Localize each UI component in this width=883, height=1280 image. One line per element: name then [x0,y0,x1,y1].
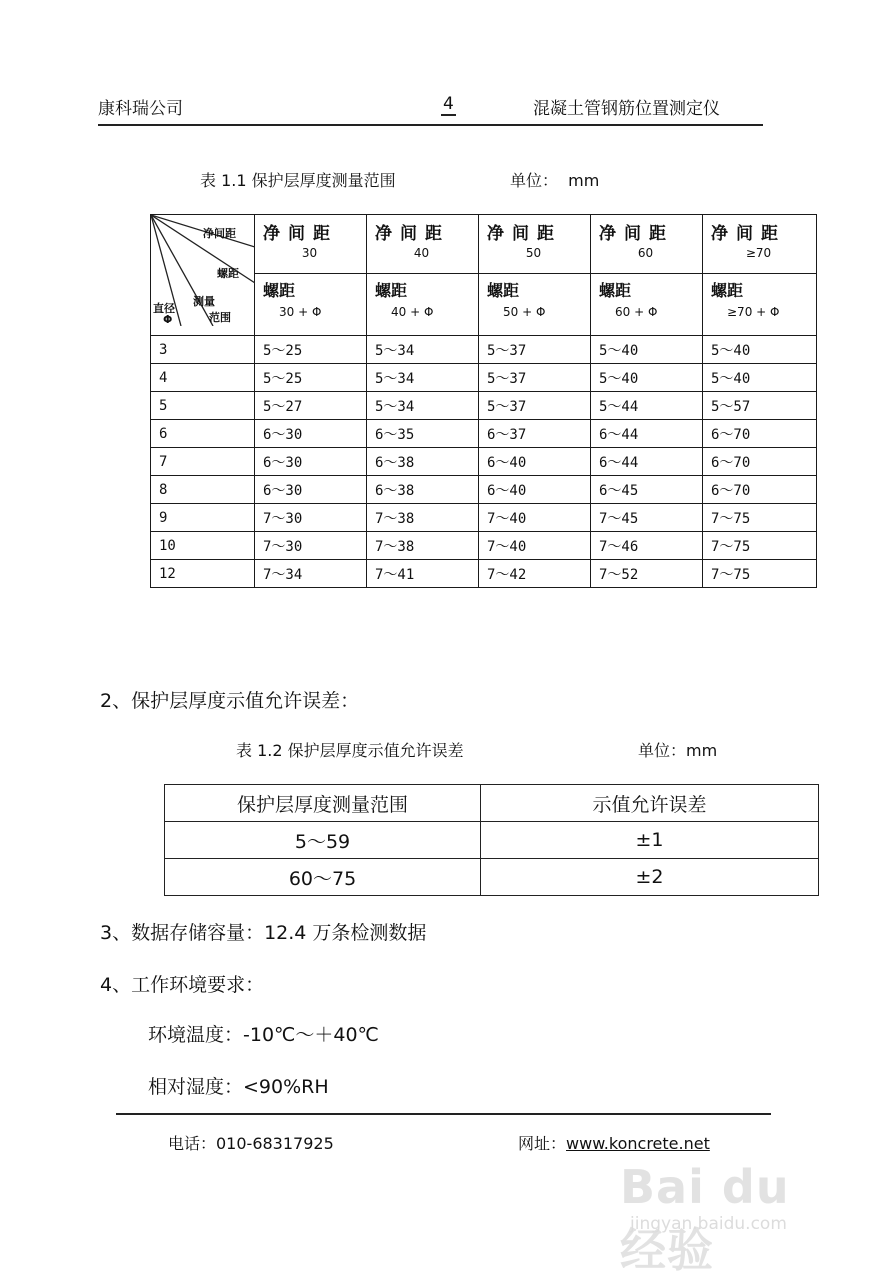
table1-range-cell: 7～75 [703,532,817,560]
table-row [165,859,819,896]
table2-unit: 单位：mm [638,741,718,760]
table-row [165,822,819,859]
table1-diameter-cell: 7 [151,448,255,476]
header-divider [98,124,763,126]
table1-diameter-cell: 9 [151,504,255,532]
header-spiral-30: 螺距 30 + Φ [255,274,367,336]
table1-range-cell: 5～27 [255,392,367,420]
footer-website-label: 网址： [518,1134,567,1153]
table2-cell: 60～75 [165,859,481,896]
table1-diameter-cell: 5 [151,392,255,420]
table1-range-cell: 6～37 [479,420,591,448]
table1-range-cell: 6～44 [591,448,703,476]
table-row [151,560,817,588]
table-row [151,504,817,532]
table1-diameter-cell: 12 [151,560,255,588]
table1-range-cell: 6～30 [255,448,367,476]
table2-cell: ±1 [481,822,819,859]
table1-range-cell: 7～52 [591,560,703,588]
table1-range-cell: 5～34 [367,364,479,392]
table1 [150,214,816,594]
table1-range-cell: 5～37 [479,336,591,364]
table2-header-row [165,785,819,822]
header-spiral-40: 螺距 40 + Φ [367,274,479,336]
table1-range-cell: 5～40 [591,336,703,364]
table1-diameter-cell: 3 [151,336,255,364]
table1-range-cell: 5～34 [367,336,479,364]
table1-caption: 表 1.1 保护层厚度测量范围 [200,171,396,190]
corner-clear-spacing: 净间距 [203,227,236,240]
table1-range-cell: 5～25 [255,336,367,364]
table1-range-cell: 5～37 [479,392,591,420]
footer-phone: 电话：010-68317925 [168,1134,334,1153]
corner-range-line2: 范围 [209,311,231,324]
table-row [151,420,817,448]
corner-diameter: 直径 [153,302,175,315]
header-spiral-50: 螺距 50 + Φ [479,274,591,336]
table1-diameter-cell: 6 [151,420,255,448]
footer-divider [116,1113,771,1115]
baidu-watermark [598,1150,828,1277]
watermark-url: jingyan.baidu.com [630,1214,787,1234]
table1-range-cell: 5～40 [591,364,703,392]
table1-range-cell: 6～40 [479,448,591,476]
section3-text: 3、数据存储容量：12.4 万条检测数据 [100,922,427,944]
table2 [164,784,819,896]
table1-corner-header [151,215,255,336]
table1-range-cell: 6～38 [367,448,479,476]
table2-header-error: 示值允许误差 [481,785,819,822]
table1-range-cell: 6～70 [703,448,817,476]
table1-range-cell: 5～57 [703,392,817,420]
table-row [151,532,817,560]
table1-range-cell: 7～75 [703,504,817,532]
env-humidity: 相对湿度：<90%RH [148,1076,329,1098]
table2-header-range: 保护层厚度测量范围 [165,785,481,822]
header-clear-spacing-70: 净间距 ≥70 [703,215,817,274]
table-row [151,364,817,392]
header-clear-spacing-30: 净间距 30 [255,215,367,274]
table1-range-cell: 6～38 [367,476,479,504]
table1-range-cell: 7～75 [703,560,817,588]
section2-title: 2、保护层厚度示值允许误差： [100,690,360,712]
header-clear-spacing-50: 净间距 50 [479,215,591,274]
table1-range-cell: 5～37 [479,364,591,392]
header-spiral-70: 螺距 ≥70 + Φ [703,274,817,336]
env-temperature: 环境温度：-10℃～＋40℃ [148,1024,379,1046]
header-clear-spacing-60: 净间距 60 [591,215,703,274]
table1-range-cell: 5～44 [591,392,703,420]
table1-range-cell: 6～45 [591,476,703,504]
table2-cell: 5～59 [165,822,481,859]
table1-range-cell: 7～40 [479,532,591,560]
table-row [151,336,817,364]
table1-range-cell: 6～30 [255,476,367,504]
table1-diameter-cell: 4 [151,364,255,392]
table1-diameter-cell: 10 [151,532,255,560]
table1-range-cell: 6～70 [703,476,817,504]
header-product: 混凝土管钢筋位置测定仪 [533,99,720,119]
table1-range-cell: 5～40 [703,336,817,364]
table1-range-cell: 5～34 [367,392,479,420]
table1-range-cell: 6～70 [703,420,817,448]
corner-spiral: 螺距 [217,267,239,280]
header-spiral-60: 螺距 60 + Φ [591,274,703,336]
header-clear-spacing-40: 净间距 40 [367,215,479,274]
watermark-brand: Bai du 经验 [620,1160,790,1277]
table2-cell: ±2 [481,859,819,896]
table1-unit: 单位： mm [510,171,600,190]
website-link[interactable]: www.koncrete.net [566,1134,710,1153]
table1-range-cell: 6～44 [591,420,703,448]
table1-range-cell: 6～40 [479,476,591,504]
table1-range-cell: 7～40 [479,504,591,532]
table1-range-cell: 6～35 [367,420,479,448]
table1-range-cell: 5～25 [255,364,367,392]
table1-range-cell: 7～42 [479,560,591,588]
table1-range-cell: 7～30 [255,504,367,532]
table1-range-cell: 7～38 [367,532,479,560]
header-company: 康科瑞公司 [98,99,183,119]
table1-range-cell: 7～46 [591,532,703,560]
table-row [151,448,817,476]
table1-diameter-cell: 8 [151,476,255,504]
table1-range-cell: 7～30 [255,532,367,560]
table1-range-cell: 7～45 [591,504,703,532]
section4-title: 4、工作环境要求： [100,974,265,996]
table1-range-cell: 7～41 [367,560,479,588]
table1-range-cell: 6～30 [255,420,367,448]
corner-phi: Φ [163,313,173,326]
table1-range-cell: 7～38 [367,504,479,532]
table-row [151,392,817,420]
header-page-number: 4 [443,94,454,114]
corner-range-line1: 测量 [193,295,215,308]
table1-range-cell: 5～40 [703,364,817,392]
table-row [151,476,817,504]
table2-caption: 表 1.2 保护层厚度示值允许误差 [236,741,464,760]
table1-range-cell: 7～34 [255,560,367,588]
